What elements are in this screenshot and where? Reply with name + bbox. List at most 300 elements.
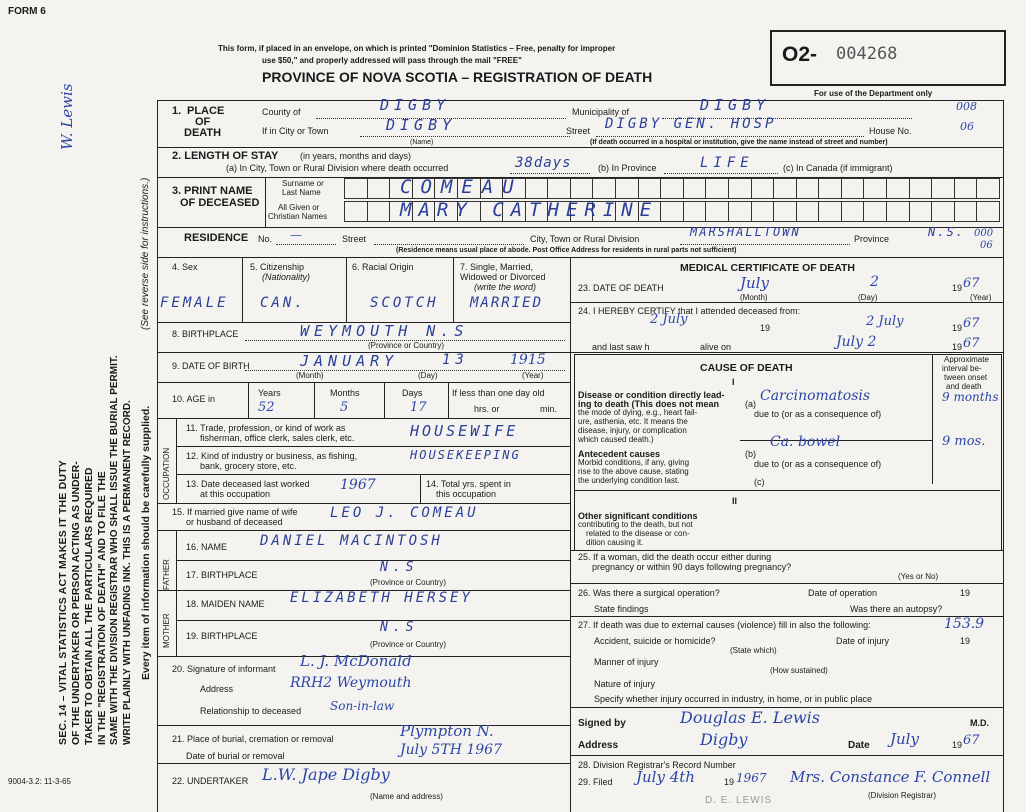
min-label: min. xyxy=(540,404,558,414)
residence-street-label: Street xyxy=(342,234,367,244)
row-1-divider xyxy=(157,147,1003,148)
death-month-label: (Month) xyxy=(740,293,768,302)
industry-value: HOUSEKEEPING xyxy=(410,448,521,462)
last-worked-divider xyxy=(420,474,421,503)
dob-day-label: (Day) xyxy=(418,371,438,380)
other-conditions-label-4: dition causing it. xyxy=(586,538,644,547)
due-to-label-2: due to (or as a consequence of) xyxy=(754,459,882,469)
residence-city-label: City, Town or Rural Division xyxy=(530,234,640,244)
name-letter-box xyxy=(751,178,775,199)
signature-divider xyxy=(570,755,1003,756)
interval-label-1: Approximate xyxy=(944,355,989,364)
name-letter-box xyxy=(367,178,391,199)
division-registrar-label: (Division Registrar) xyxy=(868,791,937,800)
name-letter-box xyxy=(909,201,933,222)
industry-label-1: 12. Kind of industry or business, as fishing, xyxy=(186,451,358,461)
birthplace-note: (Province or Country) xyxy=(368,341,445,350)
date-of-death-label: 23. DATE OF DEATH xyxy=(578,283,664,293)
name-letter-box xyxy=(751,201,775,222)
interval-divider xyxy=(932,354,933,484)
name-letter-box xyxy=(367,201,391,222)
last-saw-label: and last saw h xyxy=(592,342,650,352)
attend-year-value: 67 xyxy=(963,316,980,331)
age-label: 10. AGE in xyxy=(172,394,216,404)
stay-province-label: (b) In Province xyxy=(598,163,657,173)
side-statute-5: SAME WITH THE DIVISION REGISTRAR WHO SHALL ISSUE THE BURIAL PERMIT. xyxy=(109,355,120,745)
burial-place-value: Plympton N. xyxy=(400,722,494,740)
name-letter-box xyxy=(344,201,368,222)
name-letter-box xyxy=(344,178,368,199)
interval-a-value: 9 months xyxy=(942,390,999,404)
spouse-label-1: 15. If married give name of wife xyxy=(172,507,298,517)
name-letter-box xyxy=(615,178,639,199)
last-worked-value: 1967 xyxy=(340,477,376,493)
relationship-value: Son-in-law xyxy=(330,699,395,713)
name-letter-box xyxy=(773,201,797,222)
code-008: 008 xyxy=(956,100,977,113)
other-conditions-label-2: contributing to the death, but not xyxy=(578,520,693,529)
citizenship-divider xyxy=(346,257,347,322)
stay-canada-label: (c) In Canada (if immigrant) xyxy=(783,163,893,173)
sign-year-value: 67 xyxy=(963,733,980,748)
burial-date-label: Date of burial or removal xyxy=(186,751,285,761)
name-letter-box xyxy=(683,201,707,222)
dob-label: 9. DATE OF BIRTH xyxy=(172,361,250,371)
sex-value: FEMALE xyxy=(160,295,229,311)
antecedent-label-3: rise to the above cause, stating xyxy=(578,467,689,476)
side-statute-4: IN THE "REGISTRATION OF DEATH" AND TO FILE THE xyxy=(96,471,108,745)
footer-code: 9004-3.2: 11-3-65 xyxy=(8,777,72,786)
maiden-name-label: 18. MAIDEN NAME xyxy=(186,599,265,609)
antecedent-label-2: Morbid conditions, if any, giving xyxy=(578,458,690,467)
pregnancy-label-2: pregnancy or within 90 days following pregnancy? xyxy=(592,562,792,572)
attendance-label: 24. I HEREBY CERTIFY that I attended deceased from: xyxy=(578,306,801,316)
code-1539: 153.9 xyxy=(944,616,985,632)
residence-label: RESIDENCE xyxy=(184,232,249,244)
sign-19: 19 xyxy=(952,740,963,750)
mail-notice-1: This form, if placed in an envelope, on which is printed "Dominion Statistics – Free, penalty for improper xyxy=(218,44,616,53)
mail-notice-2: use $50," and properly addressed will pass through the mail "FREE" xyxy=(262,56,522,65)
total-years-label-2: this occupation xyxy=(436,489,497,499)
name-letter-box xyxy=(547,178,571,199)
racial-origin-label: 6. Racial Origin xyxy=(352,262,414,272)
findings-label: State findings xyxy=(594,604,649,614)
operation-label: 26. Was there a surgical operation? xyxy=(578,588,720,598)
death-year-label: (Year) xyxy=(970,293,992,302)
age-days-value: 17 xyxy=(410,400,427,415)
municipality-value: DIGBY xyxy=(700,96,771,114)
name-letter-box xyxy=(886,178,910,199)
code-06: 06 xyxy=(960,120,974,133)
age-months-value: 5 xyxy=(340,400,349,415)
residence-no-value: — xyxy=(290,228,302,242)
name-letter-box xyxy=(931,201,955,222)
name-letter-box xyxy=(773,178,797,199)
name-letter-box xyxy=(863,201,887,222)
street-value: DIGBY GEN. HOSP xyxy=(605,116,777,132)
attend-to-value: 2 July xyxy=(866,314,904,329)
sign-date-value: July xyxy=(890,730,919,748)
name-letter-box xyxy=(841,201,865,222)
physician-signature: Douglas E. Lewis xyxy=(680,708,820,727)
residence-street-line xyxy=(374,244,524,245)
registrar-signature: Mrs. Constance F. Connell xyxy=(790,768,991,786)
cause-a-value: Carcinomatosis xyxy=(760,388,871,404)
autopsy-label: Was there an autopsy? xyxy=(850,604,943,614)
injury-date-label: Date of injury xyxy=(836,636,890,646)
father-birthplace-note: (Province or Country) xyxy=(370,578,447,587)
citizenship-label: 5. Citizenship xyxy=(250,262,305,272)
father-name-label: 16. NAME xyxy=(186,542,228,552)
disease-label-1: Disease or condition directly lead- xyxy=(578,390,725,400)
birthplace-label: 8. BIRTHPLACE xyxy=(172,329,239,339)
name-letter-box xyxy=(796,201,820,222)
center-divider xyxy=(570,257,571,812)
part-ii-divider xyxy=(574,490,1000,491)
item-3-number: 3. xyxy=(172,185,182,197)
dob-year-label: (Year) xyxy=(522,371,544,380)
side-instructions: (See reverse side for instructions.) xyxy=(140,177,151,330)
cause-c-label: (c) xyxy=(754,477,765,487)
interval-label-3: tween onset xyxy=(944,373,988,382)
physician-address-value: Digby xyxy=(700,730,748,749)
name-letter-box xyxy=(683,178,707,199)
length-of-stay-note: (in years, months and days) xyxy=(300,151,412,161)
occupation-divider xyxy=(176,418,177,503)
place-label: PLACE xyxy=(187,105,225,117)
side-statute-2: OF THE UNDERTAKER OR PERSON ACTING AS UNDER- xyxy=(70,461,82,745)
side-statute-6: WRITE PLAINLY WITH UNFADING INK. THIS IS A PERMANENT RECORD. xyxy=(122,400,133,745)
surname-value: COMEAU xyxy=(400,176,523,198)
less-day-label: If less than one day old xyxy=(452,388,545,398)
dob-year-value: 1915 xyxy=(510,352,546,368)
cause-bottom-divider xyxy=(570,550,1003,551)
burial-place-label: 21. Place of burial, cremation or removal xyxy=(172,734,334,744)
cause-a-label: (a) xyxy=(745,399,756,409)
given-names-value: MARY CATHERINE xyxy=(400,199,659,221)
state-which-label: (State which) xyxy=(730,646,777,655)
father-name-divider xyxy=(176,560,570,561)
yes-no-label: (Yes or No) xyxy=(898,572,939,581)
name-letter-box xyxy=(976,178,1000,199)
marital-value: MARRIED xyxy=(470,295,544,311)
spouse-value: LEO J. COMEAU xyxy=(330,505,479,521)
operation-19: 19 xyxy=(960,588,971,598)
house-no-label: House No. xyxy=(869,126,912,136)
external-causes-label: 27. If death was due to external causes (violence) fill in also the following: xyxy=(578,620,871,630)
undertaker-label: 22. UNDERTAKER xyxy=(172,776,249,786)
signed-by-label: Signed by xyxy=(578,718,626,729)
code-06b: 06 xyxy=(980,240,993,251)
other-conditions-label-1: Other significant conditions xyxy=(578,511,698,521)
name-letter-box xyxy=(931,178,955,199)
death-label: DEATH xyxy=(184,127,222,139)
informant-divider xyxy=(157,725,570,726)
top-frame-line xyxy=(157,100,1003,101)
filed-19: 19 xyxy=(724,777,735,787)
stay-province-value: LIFE xyxy=(700,155,754,171)
accident-label: Accident, suicide or homicide? xyxy=(594,636,716,646)
registration-prefix: O2- xyxy=(782,43,818,66)
filed-label: 29. Filed xyxy=(578,777,613,787)
name-label-divider xyxy=(265,177,266,227)
surname-label-2: Last Name xyxy=(282,188,321,197)
of-deceased-label: OF DECEASED xyxy=(180,197,260,209)
nationality-label: (Nationality) xyxy=(262,272,311,282)
name-letter-box xyxy=(818,201,842,222)
stay-city-value: 38days xyxy=(515,155,572,171)
months-label: Months xyxy=(330,388,360,398)
interval-label-2: interval be- xyxy=(942,364,982,373)
margin-signature: W. Lewis xyxy=(58,83,76,150)
name-letter-box xyxy=(818,178,842,199)
undertaker-note: (Name and address) xyxy=(370,792,443,801)
hrs-label: hrs. or xyxy=(474,404,500,414)
municipality-label: Municipality of xyxy=(572,107,630,117)
given-label-2: Christian Names xyxy=(268,212,328,221)
disease-label-6: which caused death.) xyxy=(578,435,654,444)
stay-city-line xyxy=(510,173,590,174)
row-3-divider xyxy=(157,227,1003,228)
record-number-label: 28. Division Registrar's Record Number xyxy=(578,760,736,770)
industry-label-2: bank, grocery store, etc. xyxy=(200,461,297,471)
burial-date-value: July 5TH 1967 xyxy=(400,742,502,758)
last-worked-label-2: at this occupation xyxy=(200,489,271,499)
father-birthplace-label: 17. BIRTHPLACE xyxy=(186,570,258,580)
spouse-label-2: or husband of deceased xyxy=(186,517,283,527)
occupation-label: OCCUPATION xyxy=(162,447,171,500)
city-line xyxy=(360,136,570,137)
cause-of-death-title: CAUSE OF DEATH xyxy=(700,362,793,374)
informant-address-label: Address xyxy=(200,684,234,694)
cause-b-value: Ca. bowel xyxy=(770,434,841,450)
days-label: Days xyxy=(402,388,423,398)
last-saw-value: July 2 xyxy=(836,334,877,350)
name-letter-box xyxy=(660,201,684,222)
years-label: Years xyxy=(258,388,281,398)
dob-month-label: (Month) xyxy=(296,371,324,380)
due-to-label-1: due to (or as a consequence of) xyxy=(754,409,882,419)
antecedent-label-4: the underlying condition last. xyxy=(578,476,680,485)
dob-month-value: JANUARY xyxy=(300,352,399,370)
disease-label-5: disease, injury, or complication xyxy=(578,426,687,435)
antecedent-label-1: Antecedent causes xyxy=(578,449,661,459)
name-letter-box xyxy=(841,178,865,199)
length-of-stay-label: 2. LENGTH OF STAY xyxy=(172,150,279,162)
sex-divider xyxy=(242,257,243,322)
department-use-label: For use of the Department only xyxy=(814,89,933,98)
attend-to-19: 19 xyxy=(952,323,963,333)
trade-divider xyxy=(176,446,570,447)
citizenship-value: CAN. xyxy=(260,295,306,311)
pregnancy-label-1: 25. If a woman, did the death occur either during xyxy=(578,552,772,562)
father-name-value: DANIEL MACINTOSH xyxy=(260,533,443,549)
residence-no-line xyxy=(276,244,336,245)
death-month-value: July xyxy=(740,274,769,292)
residence-city-line xyxy=(680,244,850,245)
trade-value: HOUSEWIFE xyxy=(410,422,519,440)
right-frame-line xyxy=(1003,100,1004,812)
total-years-label-1: 14. Total yrs. spent in xyxy=(426,479,511,489)
surname-label-1: Surname or xyxy=(282,179,324,188)
relationship-label: Relationship to deceased xyxy=(200,706,302,716)
age-divider-2 xyxy=(314,382,315,418)
form-number: FORM 6 xyxy=(8,6,46,17)
burial-divider xyxy=(157,763,570,764)
name-note: (Name) xyxy=(410,139,434,146)
city-value: DIGBY xyxy=(386,116,457,134)
marital-label-1: 7. Single, Married, xyxy=(460,262,534,272)
last-worked-label-1: 13. Date deceased last worked xyxy=(186,479,310,489)
operation-divider xyxy=(570,616,1003,617)
age-divider-3 xyxy=(384,382,385,418)
physician-address-label: Address xyxy=(578,740,619,751)
disease-label-4: ure, asthenia, etc. It means the xyxy=(578,417,688,426)
hospital-note: (If death occurred in a hospital or institution, give the name instead of street and number) xyxy=(590,139,888,146)
name-letter-box xyxy=(976,201,1000,222)
specify-label: Specify whether injury occurred in industry, in home, or in public place xyxy=(594,694,872,704)
county-value: DIGBY xyxy=(380,96,451,114)
name-letter-box xyxy=(525,178,549,199)
father-label: FATHER xyxy=(162,559,171,590)
racial-divider xyxy=(453,257,454,322)
name-letter-box xyxy=(660,178,684,199)
given-label-1: All Given or xyxy=(278,203,320,212)
name-letter-box xyxy=(638,178,662,199)
sex-label: 4. Sex xyxy=(172,262,198,272)
attend-from-19: 19 xyxy=(760,323,771,333)
death-date-divider xyxy=(570,302,1003,303)
name-letter-box xyxy=(728,201,752,222)
name-letter-box xyxy=(954,201,978,222)
mother-label: MOTHER xyxy=(162,613,171,648)
residence-divider xyxy=(157,257,1003,258)
age-years-value: 52 xyxy=(258,400,275,415)
death-day-label: (Day) xyxy=(858,293,878,302)
registration-number: 004268 xyxy=(836,44,898,64)
attend-from-value: 2 July xyxy=(650,312,688,327)
interval-label-4: and death xyxy=(946,382,982,391)
informant-label: 20. Signature of informant xyxy=(172,664,276,674)
left-frame-line xyxy=(157,100,158,812)
name-letter-box xyxy=(863,178,887,199)
marital-label-3: (write the word) xyxy=(474,282,537,292)
registration-number-box xyxy=(770,30,1006,86)
side-supply-note: Every item of information should be carefully supplied. xyxy=(140,405,152,680)
stay-city-label: (a) In City, Town or Rural Division where death occurred xyxy=(226,163,449,173)
row-10-divider xyxy=(157,418,570,419)
last-saw-19: 19 xyxy=(952,342,963,352)
name-letter-box xyxy=(705,201,729,222)
death-day-value: 2 xyxy=(870,274,879,290)
trade-label-1: 11. Trade, profession, or kind of work as xyxy=(186,423,346,433)
residence-note: (Residence means usual place of abode. Post Office Address for residents in rural parts not sufficient) xyxy=(396,247,737,254)
age-divider-1 xyxy=(248,382,249,418)
maiden-name-value: ELIZABETH HERSEY xyxy=(290,590,473,606)
maiden-name-divider xyxy=(176,620,570,621)
part-i-label: I xyxy=(732,377,735,387)
residence-no-label: No. xyxy=(258,234,273,244)
nature-label: Nature of injury xyxy=(594,679,656,689)
other-conditions-label-3: related to the disease or con- xyxy=(586,529,690,538)
death-year-prefix: 19 xyxy=(952,283,963,293)
name-letter-box xyxy=(592,178,616,199)
industry-divider xyxy=(176,474,570,475)
mother-birthplace-label: 19. BIRTHPLACE xyxy=(186,631,258,641)
medical-certificate-title: MEDICAL CERTIFICATE OF DEATH xyxy=(680,262,855,274)
county-label: County of xyxy=(262,107,301,117)
part-ii-label: II xyxy=(732,496,738,506)
item-1-number: 1. xyxy=(172,105,182,117)
age-divider-4 xyxy=(448,382,449,418)
attendance-divider xyxy=(570,352,1003,353)
name-letter-box xyxy=(705,178,729,199)
injury-19: 19 xyxy=(960,636,971,646)
racial-origin-value: SCOTCH xyxy=(370,295,439,311)
father-birthplace-value: N.S xyxy=(380,560,419,575)
city-label: If in City or Town xyxy=(262,126,329,136)
informant-signature: L. J. McDonald xyxy=(300,652,412,670)
mother-birthplace-value: N.S xyxy=(380,620,419,635)
code-000: 000 xyxy=(974,228,994,239)
residence-city-value: MARSHALLTOWN xyxy=(690,225,801,239)
name-letter-box xyxy=(954,178,978,199)
filed-date-value: July 4th xyxy=(636,768,695,786)
md-label: M.D. xyxy=(970,718,989,728)
parent-divider xyxy=(176,530,177,656)
filed-year-value: 1967 xyxy=(736,771,767,785)
disease-label-3: the mode of dying, e.g., heart fail- xyxy=(578,408,698,417)
trade-label-2: fisherman, office clerk, sales clerk, etc. xyxy=(200,433,355,443)
dob-line xyxy=(245,370,565,371)
informant-address-value: RRH2 Weymouth xyxy=(290,675,412,691)
spouse-divider xyxy=(157,530,570,531)
manner-label: Manner of injury xyxy=(594,657,659,667)
street-label: Street xyxy=(566,126,591,136)
name-letter-box xyxy=(796,178,820,199)
dob-day-value: 13 xyxy=(442,352,469,368)
name-letter-box xyxy=(728,178,752,199)
name-letter-box xyxy=(570,178,594,199)
interval-b-value: 9 mos. xyxy=(942,434,986,449)
mother-birthplace-note: (Province or Country) xyxy=(370,640,447,649)
last-saw-year-value: 67 xyxy=(963,336,980,351)
marital-label-2: Widowed or Divorced xyxy=(460,272,546,282)
of-label: OF xyxy=(195,116,211,128)
cause-b-label: (b) xyxy=(745,449,756,459)
side-statute-3: TAKER TO OBTAIN ALL THE PARTICULARS REQUIRED xyxy=(83,467,95,745)
alive-on-label: alive on xyxy=(700,342,732,352)
occupation-bottom-divider xyxy=(157,503,570,504)
street-line xyxy=(596,136,864,137)
name-letter-box xyxy=(909,178,933,199)
residence-province-value: N.S. xyxy=(928,225,965,239)
form-title: PROVINCE OF NOVA SCOTIA – REGISTRATION OF DEATH xyxy=(262,69,653,85)
stay-province-line xyxy=(664,173,778,174)
how-sustained-label: (How sustained) xyxy=(770,666,828,675)
row-9-divider xyxy=(157,382,570,383)
birthplace-value: WEYMOUTH N.S xyxy=(300,322,469,340)
sign-date-label: Date xyxy=(848,740,870,751)
registrar-stamp: D. E. LEWIS xyxy=(705,795,773,806)
undertaker-value: L.W. Jape Digby xyxy=(262,765,390,784)
print-name-label: PRINT NAME xyxy=(184,185,253,197)
side-statute-1: SEC. 14 – VITAL STATISTICS ACT MAKES IT THE DUTY xyxy=(57,460,69,745)
operation-date-label: Date of operation xyxy=(808,588,878,598)
pregnancy-divider xyxy=(570,583,1003,584)
name-letter-box xyxy=(886,201,910,222)
residence-province-label: Province xyxy=(854,234,890,244)
